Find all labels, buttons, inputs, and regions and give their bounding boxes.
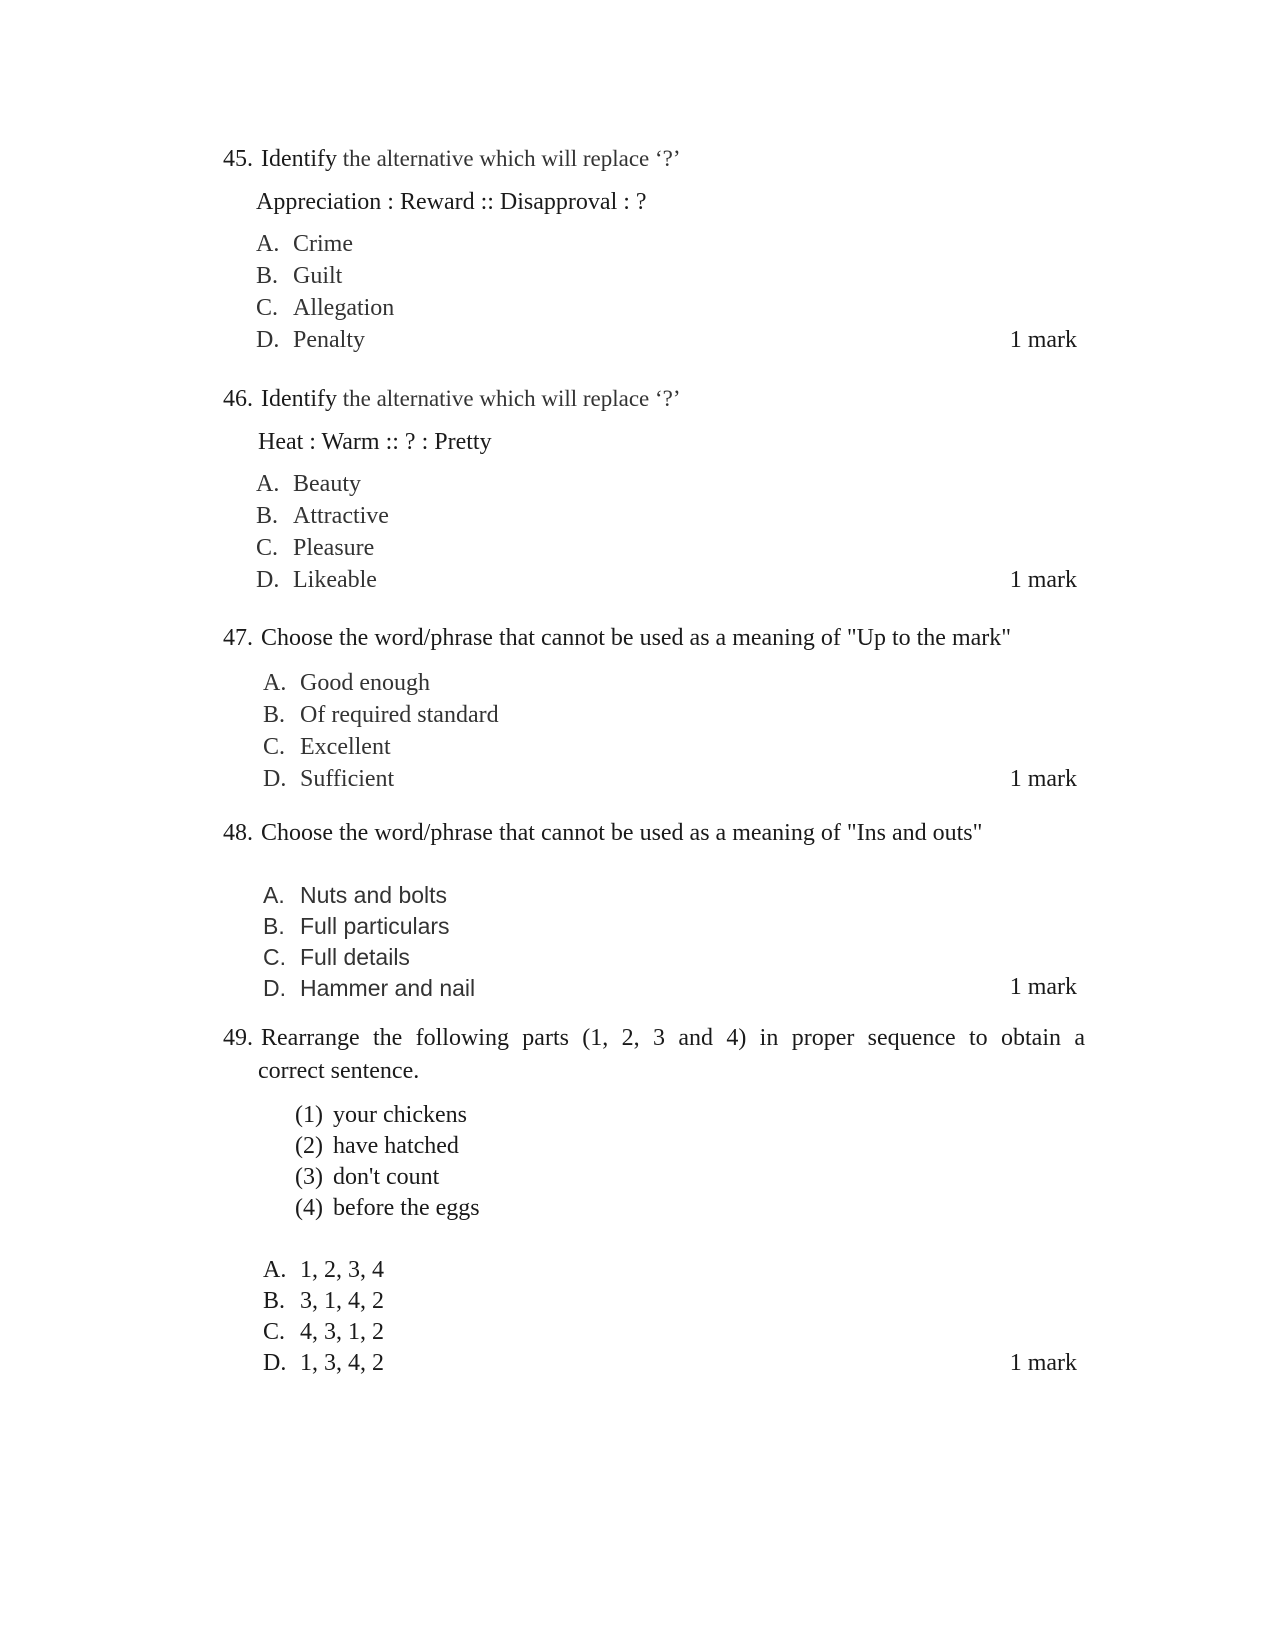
question-text-line1: Rearrange the following parts (1, 2, 3 and 4) in proper sequence to obtain a <box>261 1025 1085 1051</box>
option-b: B. Attractive <box>256 503 389 529</box>
question-prompt: Heat : Warm :: ? : Pretty <box>258 429 492 455</box>
option-c: C. Full details <box>263 944 410 970</box>
question-prompt: Appreciation : Reward :: Disapproval : ? <box>256 189 647 215</box>
mark-label: 1 mark <box>1009 974 1077 1000</box>
question-text: Identify the alternative which will replace ‘?’ <box>261 386 681 412</box>
sentence-part-4: (4) before the eggs <box>295 1195 480 1221</box>
option-a: A. Nuts and bolts <box>263 882 448 908</box>
option-c: C. 4, 3, 1, 2 <box>263 1319 384 1345</box>
mark-label: 1 mark <box>1009 327 1077 353</box>
question-text: Choose the word/phrase that cannot be used as a meaning of "Ins and outs" <box>261 820 983 846</box>
option-b: B. Full particulars <box>263 913 450 939</box>
option-c: C. Excellent <box>263 734 391 760</box>
mark-label: 1 mark <box>1009 766 1077 792</box>
option-a: A. Crime <box>256 231 353 257</box>
option-d: D. Likeable <box>256 567 377 593</box>
option-a: A. Beauty <box>256 471 361 497</box>
option-d: D. Hammer and nail <box>263 975 476 1001</box>
option-a: A. 1, 2, 3, 4 <box>263 1257 384 1283</box>
sentence-part-3: (3) don't count <box>295 1164 440 1190</box>
question-number: 48. <box>223 820 253 846</box>
option-a: A. Good enough <box>263 670 430 696</box>
sentence-part-1: (1) your chickens <box>295 1102 467 1128</box>
option-b: B. 3, 1, 4, 2 <box>263 1288 384 1314</box>
question-text: Choose the word/phrase that cannot be used as a meaning of "Up to the mark" <box>261 625 1012 651</box>
mark-label: 1 mark <box>1009 567 1077 593</box>
option-d: D. 1, 3, 4, 2 <box>263 1350 384 1376</box>
mark-label: 1 mark <box>1009 1350 1077 1376</box>
option-c: C. Pleasure <box>256 535 375 561</box>
sentence-part-2: (2) have hatched <box>295 1133 459 1159</box>
question-number: 46. <box>223 386 253 412</box>
question-number: 49. <box>223 1025 253 1051</box>
question-number: 45. <box>223 146 253 172</box>
option-c: C. Allegation <box>256 295 395 321</box>
question-number: 47. <box>223 625 253 651</box>
option-d: D. Sufficient <box>263 766 395 792</box>
question-text-line2: correct sentence. <box>258 1058 420 1084</box>
question-text: Identify the alternative which will replace ‘?’ <box>261 146 681 172</box>
option-b: B. Guilt <box>256 263 343 289</box>
option-d: D. Penalty <box>256 327 365 353</box>
option-b: B. Of required standard <box>263 702 499 728</box>
